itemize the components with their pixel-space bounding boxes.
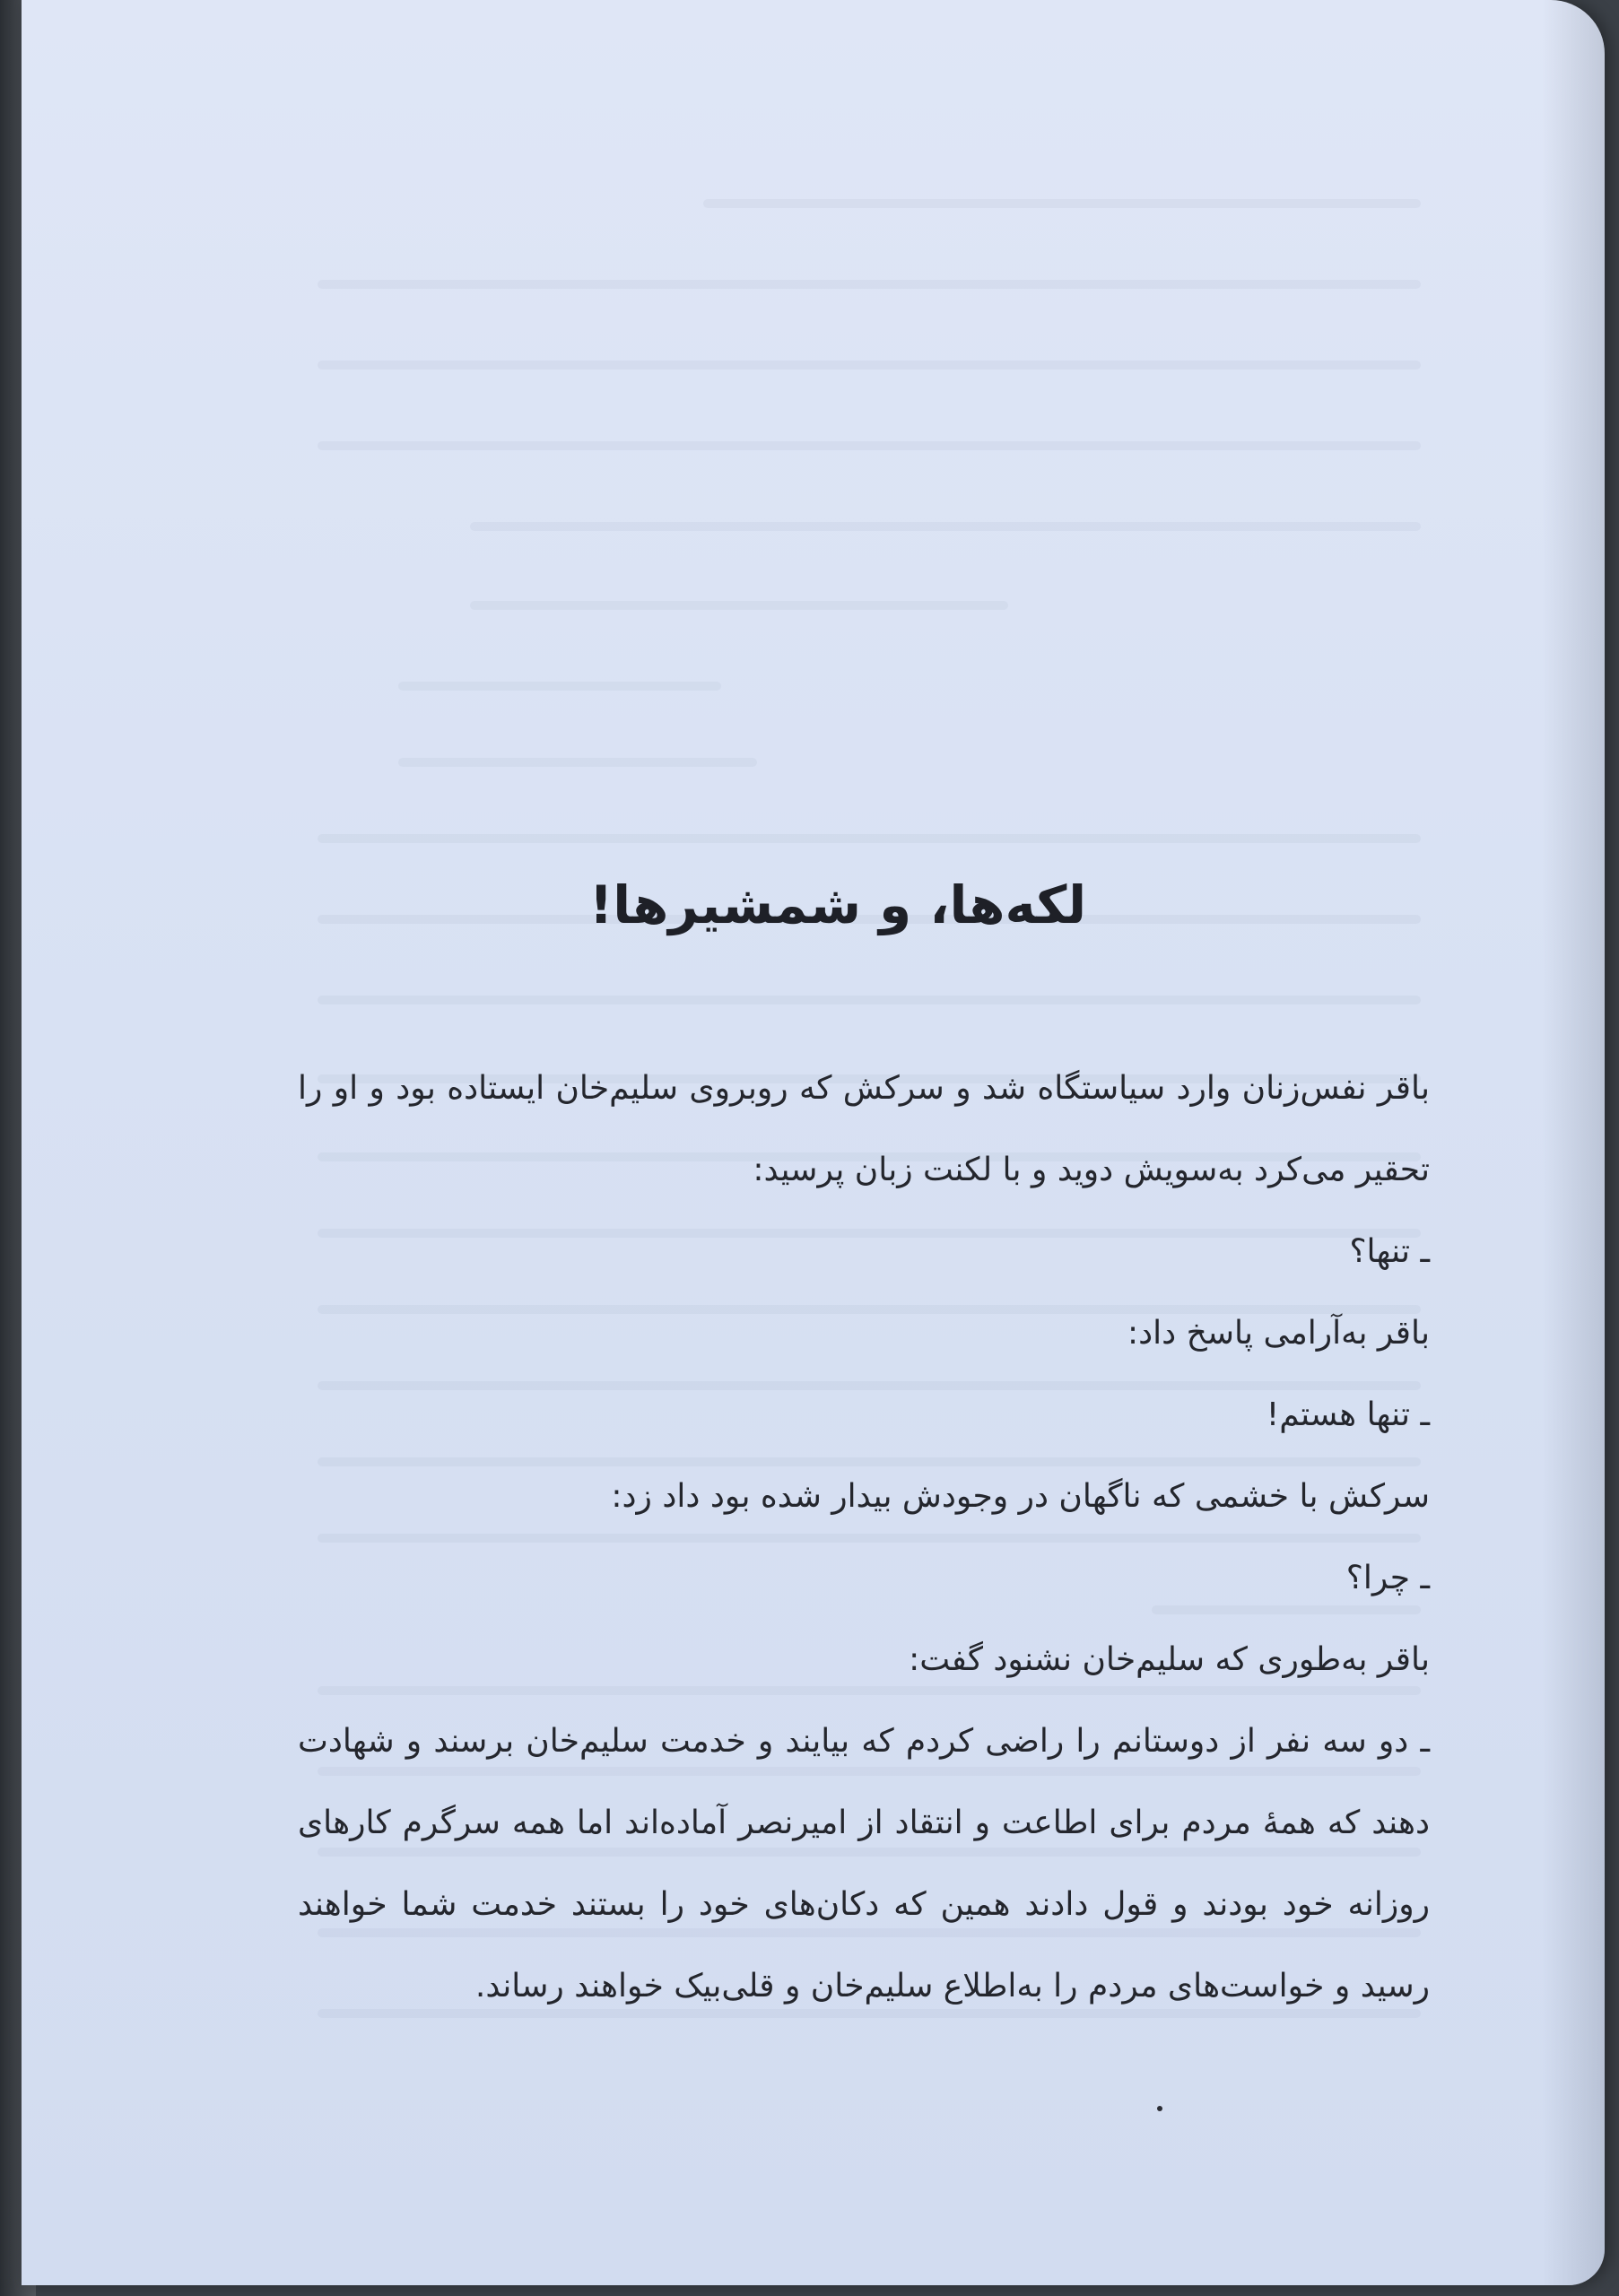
dialogue-line-1: ـ تنها؟ — [1349, 1233, 1430, 1270]
book-page — [22, 0, 1605, 2285]
bleed-through-line — [318, 441, 1421, 450]
bleed-through-line — [318, 834, 1421, 843]
bleed-through-line — [318, 996, 1421, 1004]
bleed-through-line — [398, 758, 757, 767]
dialogue-line-2: ـ تنها هستم! — [1266, 1396, 1430, 1433]
bleed-through-line — [470, 522, 1421, 531]
bleed-through-line — [318, 280, 1421, 289]
stray-ink-dot — [1157, 2106, 1162, 2111]
paragraph-2: باقر به‌آرامی پاسخ داد: — [1127, 1315, 1430, 1352]
bleed-through-line — [318, 361, 1421, 370]
paragraph-4: باقر به‌طوری که سلیم‌خان نشنود گفت: — [909, 1641, 1430, 1678]
paragraph-1: باقر نفس‌زنان وارد سیاستگاه شد و سرکش که روبروی سلیم‌خان ایستاده بود و او را تحقیر می‌کرد به‌سویش دوید و با لکنت زبان پرسید: — [298, 1070, 1430, 1188]
bleed-through-line — [703, 199, 1421, 208]
chapter-title: لکه‌ها، و شمشیرها! — [588, 874, 1087, 935]
paragraph-3: سرکش با خشمی که ناگهان در وجودش بیدار شده بود داد زد: — [611, 1478, 1430, 1515]
dialogue-line-3: ـ چرا؟ — [1345, 1560, 1430, 1596]
page-curl-edge — [1542, 0, 1605, 2285]
bleed-through-line — [398, 682, 721, 691]
bleed-through-line — [470, 601, 1008, 610]
body-text — [298, 1048, 1430, 2027]
dialogue-line-4: ـ دو سه نفر از دوستانم را راضی کردم که بیایند و خدمت سلیم‌خان برسند و شهادت دهند که همهٔ مردم برای اطاعت و انتقاد از امیرنصر آماده‌اند اما همه سرگرم کارهای روزانه خود بودند و قول دادند همین که دکان‌های خود را بستند خدمت شما خواهند رسید و خواست‌های مردم را به‌اطلاع سلیم‌خان و قلی‌بیک خواهند رساند. — [298, 1723, 1430, 2005]
